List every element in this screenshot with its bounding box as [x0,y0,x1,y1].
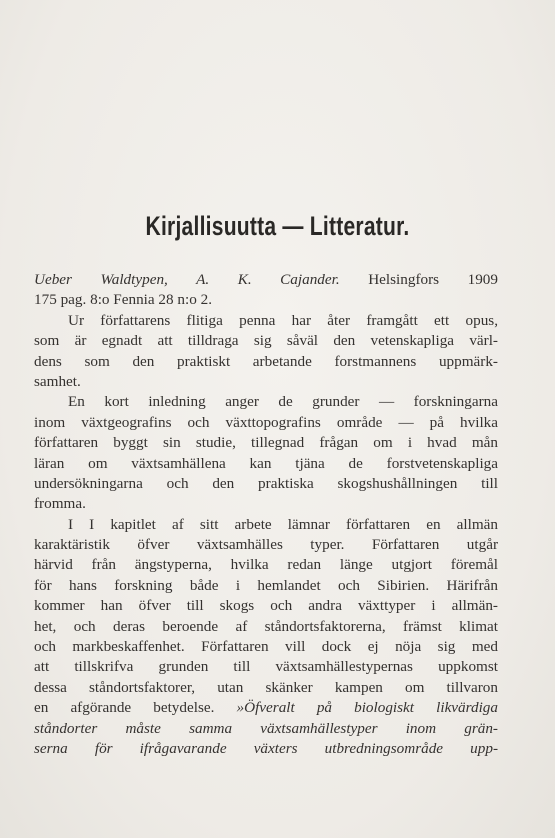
text-line [34,617,498,637]
text-line [34,637,498,657]
text-line [34,311,498,331]
text-line [34,739,498,759]
text-run: som är egnadt att tilldraga sig såväl den vetenskapliga värl- [34,332,498,350]
text-line [34,372,498,392]
text-line [34,494,498,514]
text-line [34,352,498,372]
text-run: härvid från ängstyperna, hvilka redan länge utgjort föremål [34,556,498,574]
italic-text: serna för ifrågavarande växters utbredningsområde upp- [34,739,498,757]
italic-text: »Öfveralt på biologiskt likvärdiga [236,699,498,717]
text-run: karaktäristik öfver växtsamhälles typer. Författaren utgår [34,536,498,554]
text-line [34,596,498,616]
text-run: kommer han öfver till skogs och andra växttyper i allmän- [34,597,498,615]
text-line [34,576,498,596]
text-run: dens som den praktiskt arbetande forstmannens uppmärk- [34,352,498,370]
text-line [34,698,498,718]
text-run: dessa ståndortsfaktorer, utan skänker kampen om tillvaron [34,678,498,696]
text-run: att tillskrifva grunden till växtsamhällestypernas uppkomst [34,658,498,676]
italic-text: Ueber Waldtypen, A. K. Cajander. [34,271,340,288]
text-run: läran om växtsamhällena kan tjäna de forstvetenskapliga [34,454,498,472]
text-run: för hans forskning både i hemlandet och Sibirien. Härifrån [34,576,498,594]
text-run: het, och deras beroende af ståndortsfaktorerna, främst klimat [34,617,498,635]
text-run: I I kapitlet af sitt arbete lämnar författaren en allmän [68,515,498,533]
text-line [34,515,498,535]
text-run: undersökningarna och den praktiska skogshushållningen till [34,474,498,492]
text-line [34,454,498,474]
text-line [34,719,498,739]
italic-text: ståndorter måste samma växtsamhällestyper inom grän- [34,719,498,737]
text-line [34,535,498,555]
text-line [34,555,498,575]
text-run: fromma. [34,495,86,513]
text-run: Ur författarens flitiga penna har åter framgått ett opus, [68,311,498,329]
text-run: inom växtgeografins och växttopografins område — på hvilka [34,413,498,431]
text-run: författaren byggt sin studie, tillegnad frågan om i hvad mån [34,434,498,452]
text-run: En kort inledning anger de grunder — forskningarna [68,393,498,411]
text-line [34,331,498,351]
text-run: en afgörande betydelse. [34,699,237,717]
text-line [34,270,498,290]
text-line [34,474,498,494]
text-line [34,433,498,453]
text-line [34,392,498,412]
text-line [34,413,498,433]
text-line [34,678,498,698]
text-line [34,290,498,310]
text-run: Helsingfors 1909 [339,271,498,288]
text-run: samhet. [34,372,81,390]
text-line [34,657,498,677]
text-run: och markbeskaffenhet. Författaren vill dock ej nöja sig med [34,638,498,656]
review-text [34,270,498,759]
section-heading: Kirjallisuutta — Litteratur. [145,211,410,241]
text-run: 175 pag. 8:o Fennia 28 n:o 2. [34,291,213,309]
